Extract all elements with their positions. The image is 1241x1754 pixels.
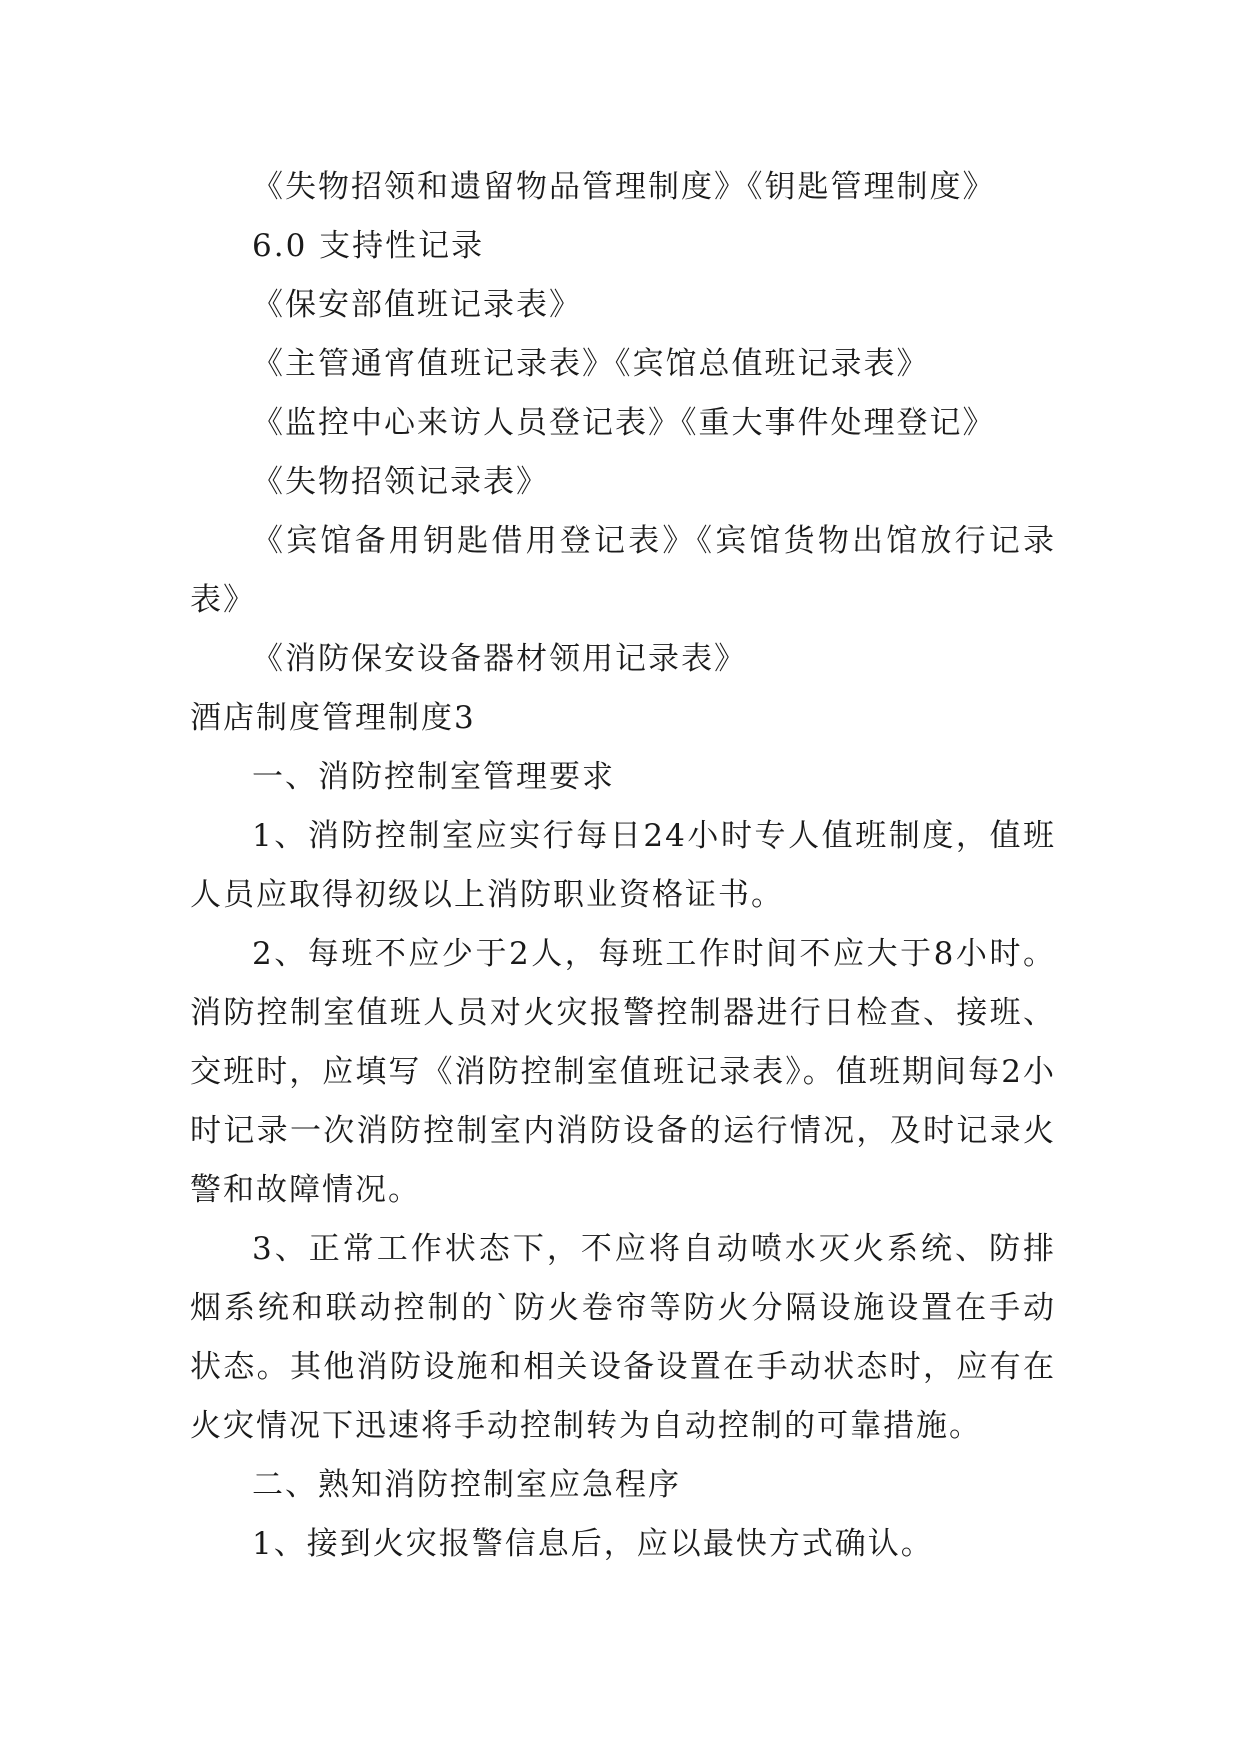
- paragraph: 《消防保安设备器材领用记录表》: [252, 641, 747, 677]
- document-body: [190, 158, 1056, 1574]
- paragraph: 1、接到火灾报警信息后，应以最快方式确认。: [252, 1526, 934, 1562]
- section-heading: 6.0 支持性记录: [252, 228, 485, 264]
- paragraph: 1、消防控制室应实行每日24小时专人值班制度，值班人员应取得初级以上消防职业资格证书。: [190, 818, 1056, 913]
- document-title: 酒店制度管理制度3: [190, 700, 476, 736]
- paragraph: 《失物招领记录表》: [252, 464, 549, 500]
- section-heading: 一、消防控制室管理要求: [252, 759, 615, 795]
- paragraph: 《监控中心来访人员登记表》《重大事件处理登记》: [252, 405, 996, 441]
- paragraph: 《保安部值班记录表》: [252, 287, 582, 323]
- section-heading: 二、熟知消防控制室应急程序: [252, 1467, 681, 1503]
- paragraph: 《宾馆备用钥匙借用登记表》《宾馆货物出馆放行记录表》: [190, 523, 1056, 618]
- paragraph: 3、正常工作状态下，不应将自动喷水灭火系统、防排烟系统和联动控制的`防火卷帘等防火分隔设施设置在手动状态。其他消防设施和相关设备设置在手动状态时，应有在火灾情况下迅速将手动控制转为自动控制的可靠措施。: [190, 1231, 1056, 1444]
- paragraph: 《主管通宵值班记录表》《宾馆总值班记录表》: [252, 346, 930, 382]
- paragraph: 2、每班不应少于2人，每班工作时间不应大于8小时。消防控制室值班人员对火灾报警控制器进行日检查、接班、交班时，应填写《消防控制室值班记录表》。值班期间每2小时记录一次消防控制室内消防设备的运行情况，及时记录火警和故障情况。: [190, 936, 1056, 1208]
- paragraph: 《失物招领和遗留物品管理制度》《钥匙管理制度》: [252, 169, 996, 205]
